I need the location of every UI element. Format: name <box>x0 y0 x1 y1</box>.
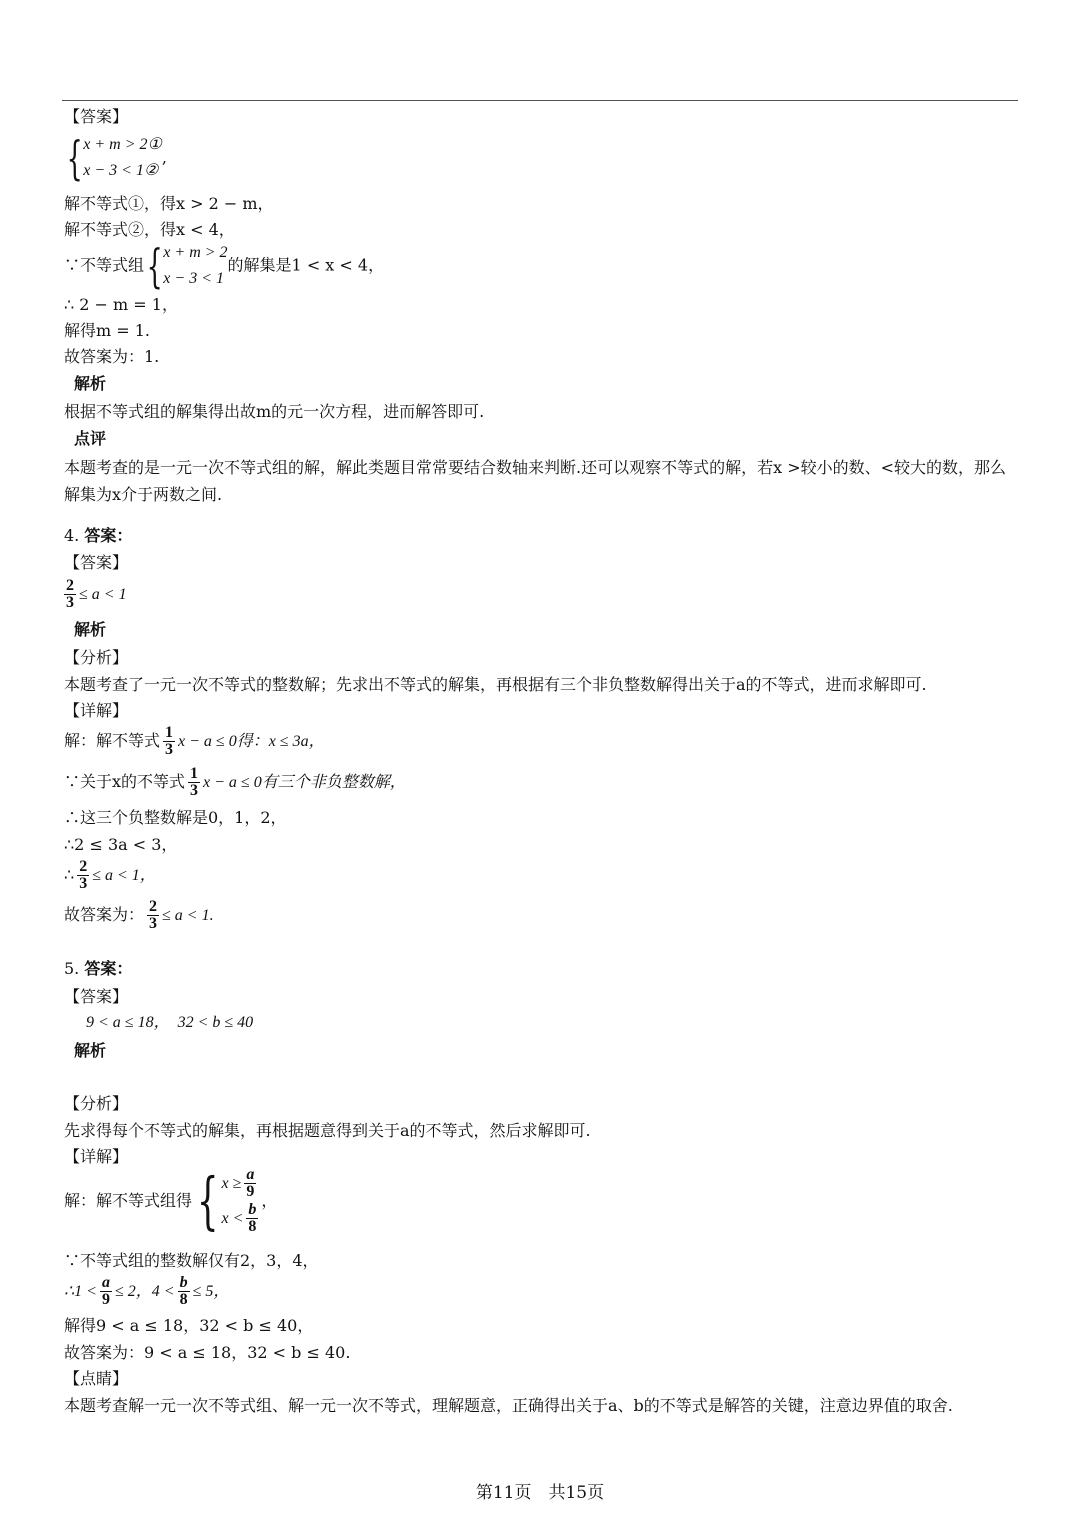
fenxi-text: 先求得每个不等式的解集，再根据题意得到关于a的不等式，然后求解即可. <box>64 1121 591 1140</box>
text: ∵不等式组 <box>64 255 145 275</box>
fraction-numerator: a <box>101 1274 110 1291</box>
inequality-system <box>64 132 167 184</box>
answer-tag: 【答案】 <box>64 987 129 1006</box>
fraction-numerator: a <box>246 1166 255 1183</box>
xiangjie-tag: 【详解】 <box>64 701 129 720</box>
question-head: 答案： <box>84 959 133 978</box>
page-footer: 第11页 共15页 <box>475 1483 605 1503</box>
text: ≤ 2，4 < <box>114 1283 175 1300</box>
system-row-1: x + m > 2 <box>163 244 228 261</box>
comment-text: 本题考查的是一元一次不等式组的解，解此类题目常常要结合数轴来判断.还可以观察不等式的解，若x >较小的数、<较大的数，那么解集为x介于两数之间. <box>64 458 1007 504</box>
system-row-2: x − 3 < 1② <box>83 162 159 179</box>
text: 的解集是1 < x < 4， <box>227 255 385 275</box>
question-head: 答案： <box>84 526 133 545</box>
fraction-denominator: 9 <box>101 1291 110 1308</box>
fenxi-tag: 【分析】 <box>64 648 129 667</box>
fraction-numerator: b <box>248 1201 257 1218</box>
text: x < <box>221 1210 244 1227</box>
detail-line <box>64 859 156 892</box>
text: ∴ <box>64 865 75 884</box>
fraction-numerator: 2 <box>79 858 88 875</box>
fenxi-tag: 【分析】 <box>64 1094 129 1113</box>
text: x ≥ <box>221 1175 242 1192</box>
analysis-heading: 解析 <box>74 1041 107 1060</box>
text: ≤ 5， <box>192 1283 230 1300</box>
analysis-heading: 解析 <box>74 620 107 639</box>
question-5-heading <box>64 958 132 980</box>
formula-tail: ≤ a < 1 <box>79 586 127 603</box>
fraction-denominator: 3 <box>79 875 88 892</box>
left-brace: { <box>196 1164 219 1237</box>
question-number: 5. <box>64 959 80 978</box>
text: ≤ a < 1. <box>162 907 214 924</box>
solution-line-system <box>64 240 384 292</box>
text: 解：解不等式组得 <box>64 1191 193 1210</box>
analysis-heading: 解析 <box>74 374 107 393</box>
fraction-numerator: 1 <box>190 765 199 782</box>
solution-line: 解不等式②，得x < 4， <box>64 220 235 239</box>
solution-line: 解得m = 1. <box>64 321 151 340</box>
left-brace: { <box>146 239 163 293</box>
answer-tag: 【答案】 <box>64 107 129 126</box>
fraction-numerator: 2 <box>66 577 74 594</box>
detail-line: 故答案为：9 < a ≤ 18，32 < b ≤ 40. <box>64 1343 351 1362</box>
fraction-numerator: 1 <box>165 724 174 741</box>
fraction-denominator: 3 <box>66 594 74 611</box>
dianjing-tag: 【点睛】 <box>64 1369 129 1388</box>
fraction-denominator: 3 <box>190 782 199 799</box>
xiangjie-tag: 【详解】 <box>64 1147 129 1166</box>
fraction-numerator: 2 <box>149 898 158 915</box>
dianjing-text: 本题考查解一元一次不等式组、解一元一次不等式，理解题意，正确得出关于a、b的不等式是解答的关键，注意边界值的取舍. <box>64 1396 953 1415</box>
fraction-denominator: 9 <box>246 1183 255 1200</box>
fraction-numerator: b <box>179 1274 188 1291</box>
solution-line: 解不等式①，得x > 2 − m， <box>64 194 274 213</box>
fraction-denominator: 8 <box>248 1218 257 1235</box>
analysis-text: 根据不等式组的解集得出故m的元一次方程，进而解答即可. <box>64 402 485 421</box>
detail-line: 解得9 < a ≤ 18，32 < b ≤ 40， <box>64 1316 314 1335</box>
answer-tag: 【答案】 <box>64 553 129 572</box>
fraction-denominator: 3 <box>165 741 174 758</box>
detail-line: ∴2 ≤ 3a < 3， <box>64 835 178 854</box>
detail-line <box>64 725 325 758</box>
header-rule <box>62 100 1018 101</box>
detail-line <box>64 766 406 799</box>
detail-line <box>64 899 214 932</box>
text: ∵关于x的不等式 <box>64 772 186 791</box>
system-row-2: x − 3 < 1 <box>163 270 224 287</box>
text: ≤ a < 1， <box>92 867 156 884</box>
solution-line: ∴ 2 − m = 1， <box>64 295 178 314</box>
answer-formula: 9 < a ≤ 18， 32 < b ≤ 40 <box>86 1014 254 1031</box>
solution-line: 故答案为：1. <box>64 347 160 366</box>
detail-line: ∵不等式组的整数解仅有2，3，4， <box>64 1251 319 1270</box>
comment-heading: 点评 <box>74 429 107 448</box>
question-4-heading <box>64 525 132 547</box>
text: x − a ≤ 0得：x ≤ 3a， <box>178 733 325 750</box>
text: ∴1 < <box>64 1283 97 1300</box>
detail-line-system <box>64 1166 277 1236</box>
system-tail: , <box>161 148 167 167</box>
text: 解：解不等式 <box>64 731 161 750</box>
detail-line: ∴这三个负整数解是0，1，2， <box>64 808 287 827</box>
fraction-denominator: 3 <box>149 915 158 932</box>
detail-line <box>64 1275 229 1308</box>
text: 故答案为： <box>64 905 145 924</box>
answer-formula <box>64 578 127 611</box>
system-row-1: x + m > 2① <box>83 136 162 153</box>
left-brace: { <box>66 131 83 185</box>
fraction-denominator: 8 <box>179 1291 188 1308</box>
fenxi-text: 本题考查了一元一次不等式的整数解；先求出不等式的解集，再根据有三个非负整数解得出关于a的不等式，进而求解即可. <box>64 675 927 694</box>
question-number: 4. <box>64 526 80 545</box>
text: ， <box>261 1191 278 1210</box>
text: x − a ≤ 0有三个非负整数解， <box>203 774 406 791</box>
